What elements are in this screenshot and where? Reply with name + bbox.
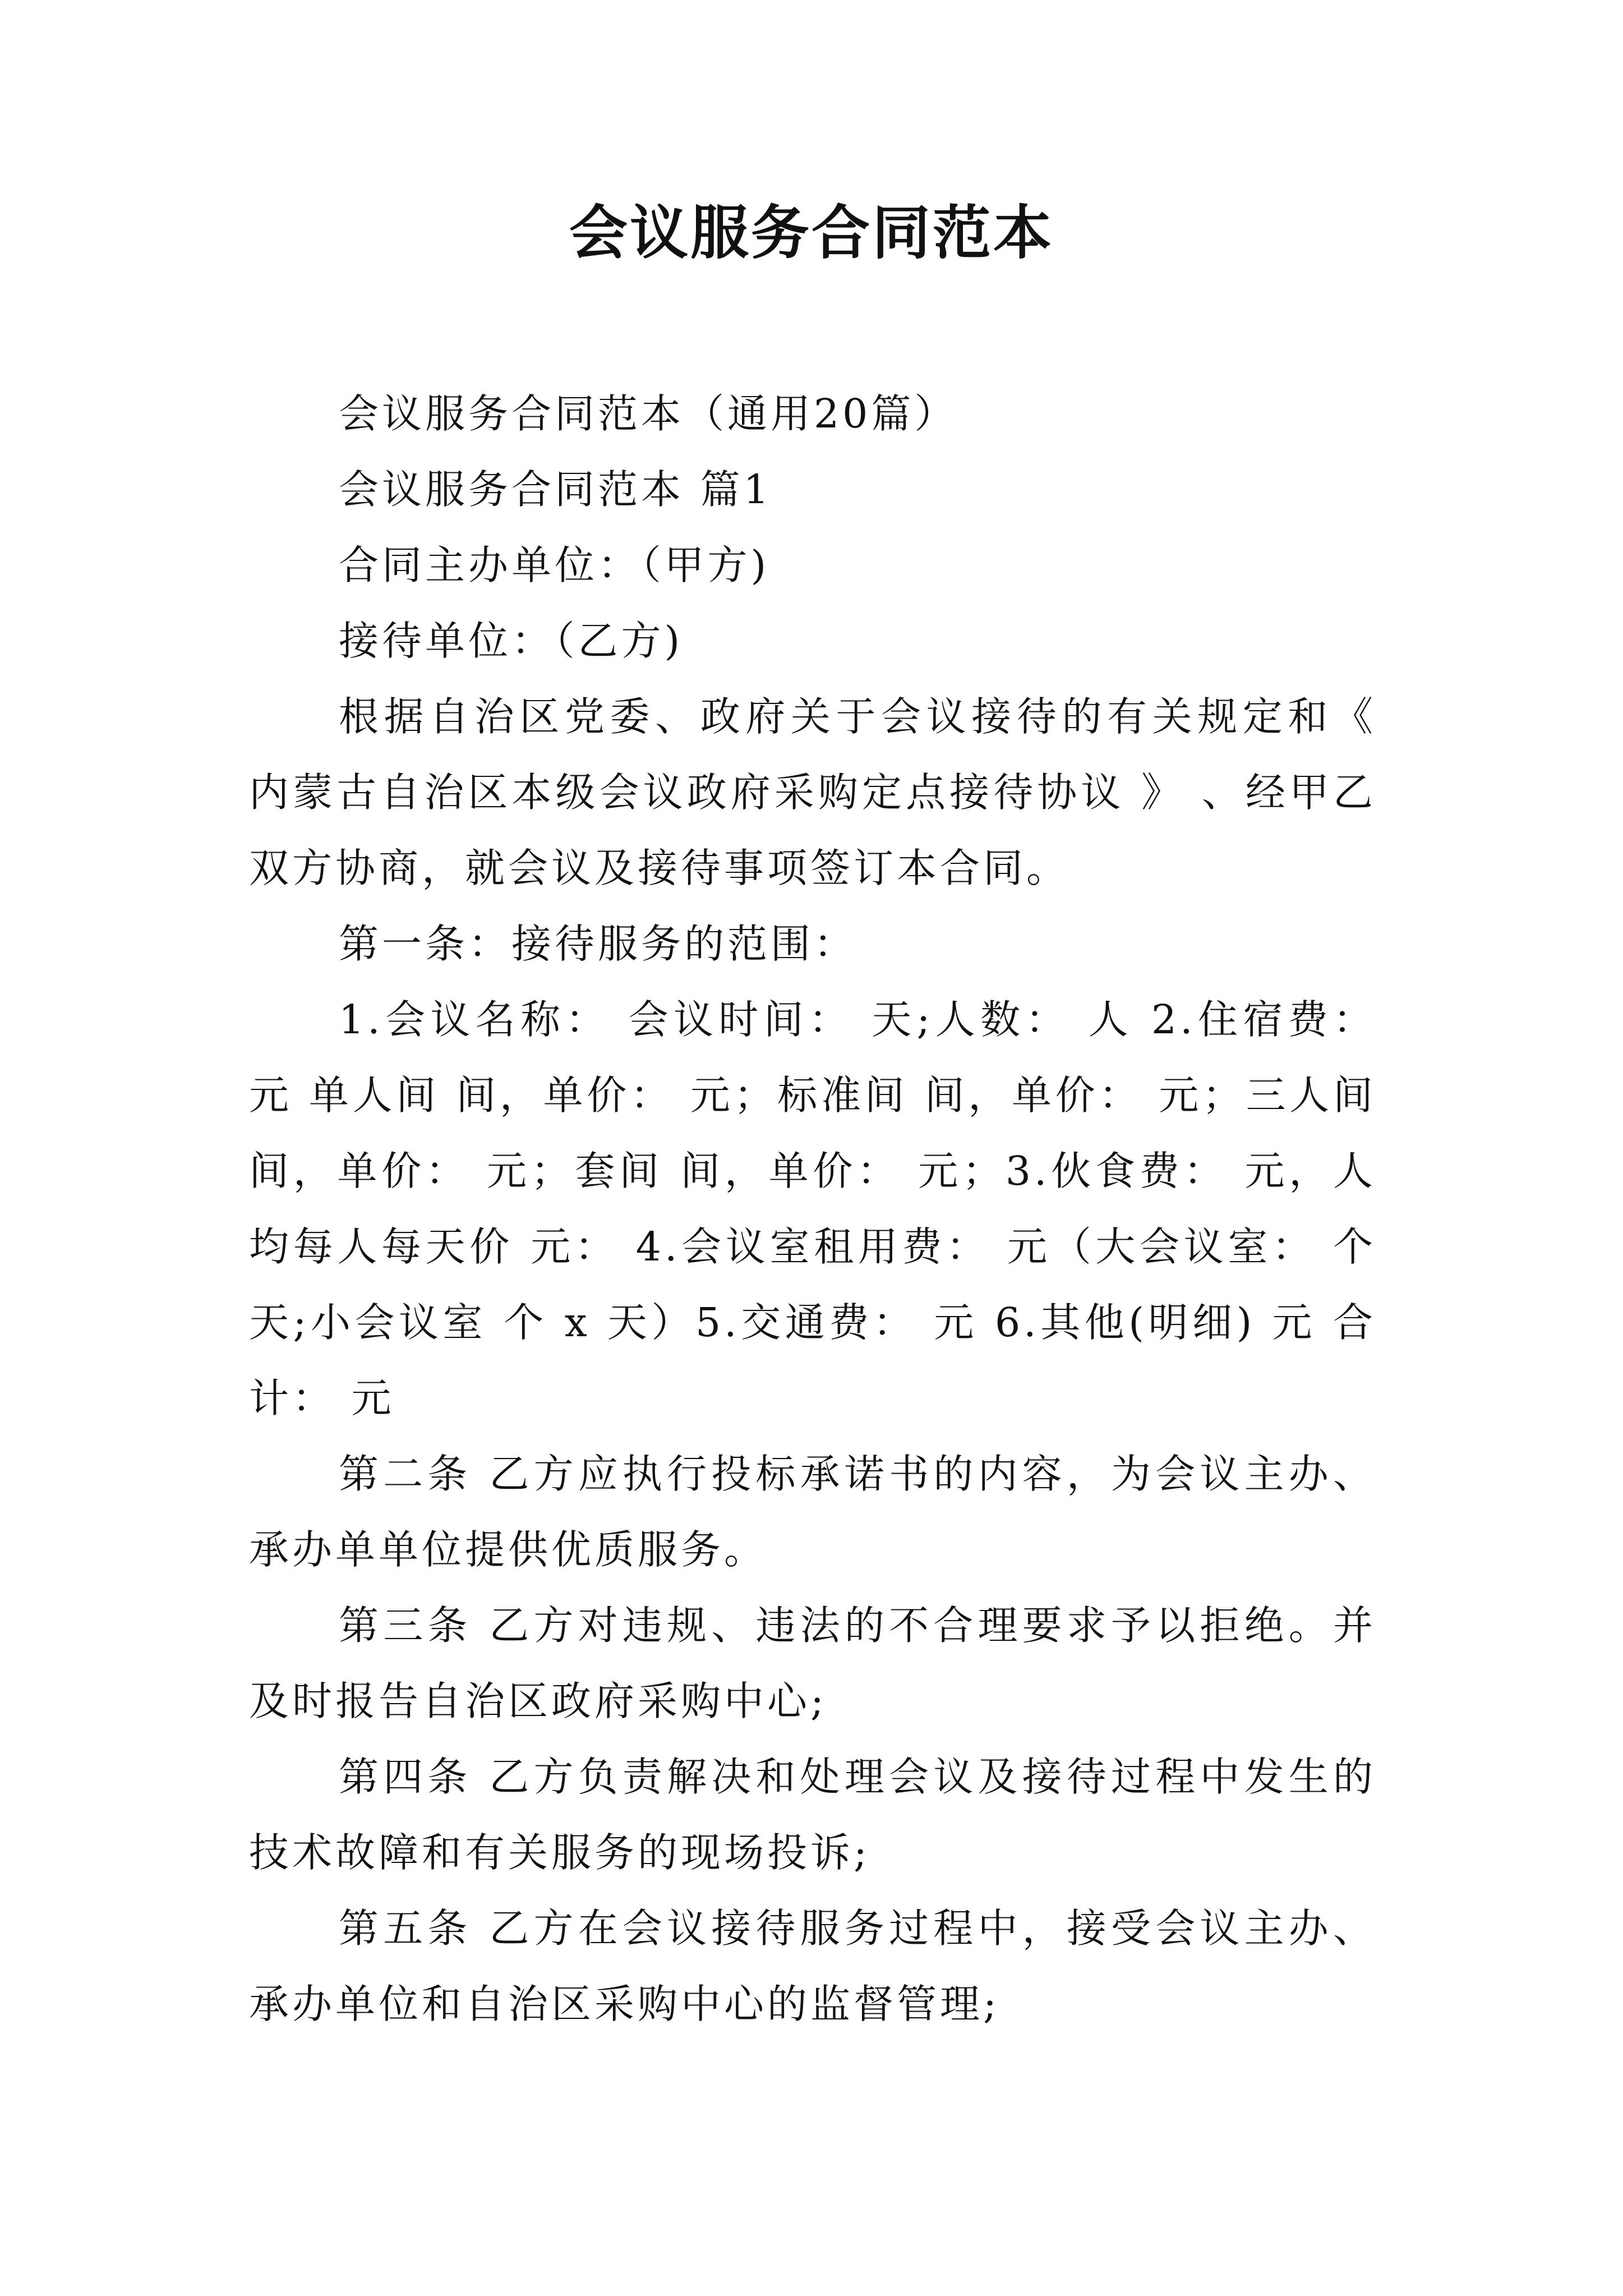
article-2: 第二条 乙方应执行投标承诺书的内容，为会议主办、承办单单位提供优质服务。 — [249, 1451, 1376, 1573]
document-title: 会议服务合同范本 — [569, 198, 1054, 267]
party-a-line: 合同主办单位：（甲方) — [339, 542, 770, 588]
subtitle-paragraph: 会议服务合同范本（通用20篇） — [339, 390, 958, 437]
preamble-paragraph: 根据自治区党委、政府关于会议接待的有关规定和《 内蒙古自治区本级会议政府采购定点接待协议 》 、经甲乙双方协商，就会议及接待事项签订本合同。 — [249, 693, 1376, 891]
article-4: 第四条 乙方负责解决和处理会议及接待过程中发生的技术故障和有关服务的现场投诉; — [249, 1754, 1376, 1876]
article-5: 第五条 乙方在会议接待服务过程中，接受会议主办、承办单位和自治区采购中心的监督管理; — [249, 1905, 1376, 2027]
document-body — [249, 376, 1376, 2042]
article-1-details: 1.会议名称： 会议时间： 天;人数： 人 2.住宿费： 元 单人间 间，单价： 元；标准间 间，单价： 元；三人间 间，单价： 元；套间 间，单价： 元；3.伙食费： 元，人均每人每天价 元： 4.会议室租用费： 元（大会议室： 个 天;小会议室 个 x 天）5.交通费： 元 6.其他(明细) 元 合计： 元 — [249, 996, 1376, 1421]
article-3: 第三条 乙方对违规、违法的不合理要求予以拒绝。并及时报告自治区政府采购中心; — [249, 1602, 1376, 1724]
article-1-heading: 第一条：接待服务的范围： — [339, 921, 857, 967]
party-b-line: 接待单位：（乙方) — [339, 618, 684, 664]
section-heading: 会议服务合同范本 篇1 — [339, 466, 772, 513]
